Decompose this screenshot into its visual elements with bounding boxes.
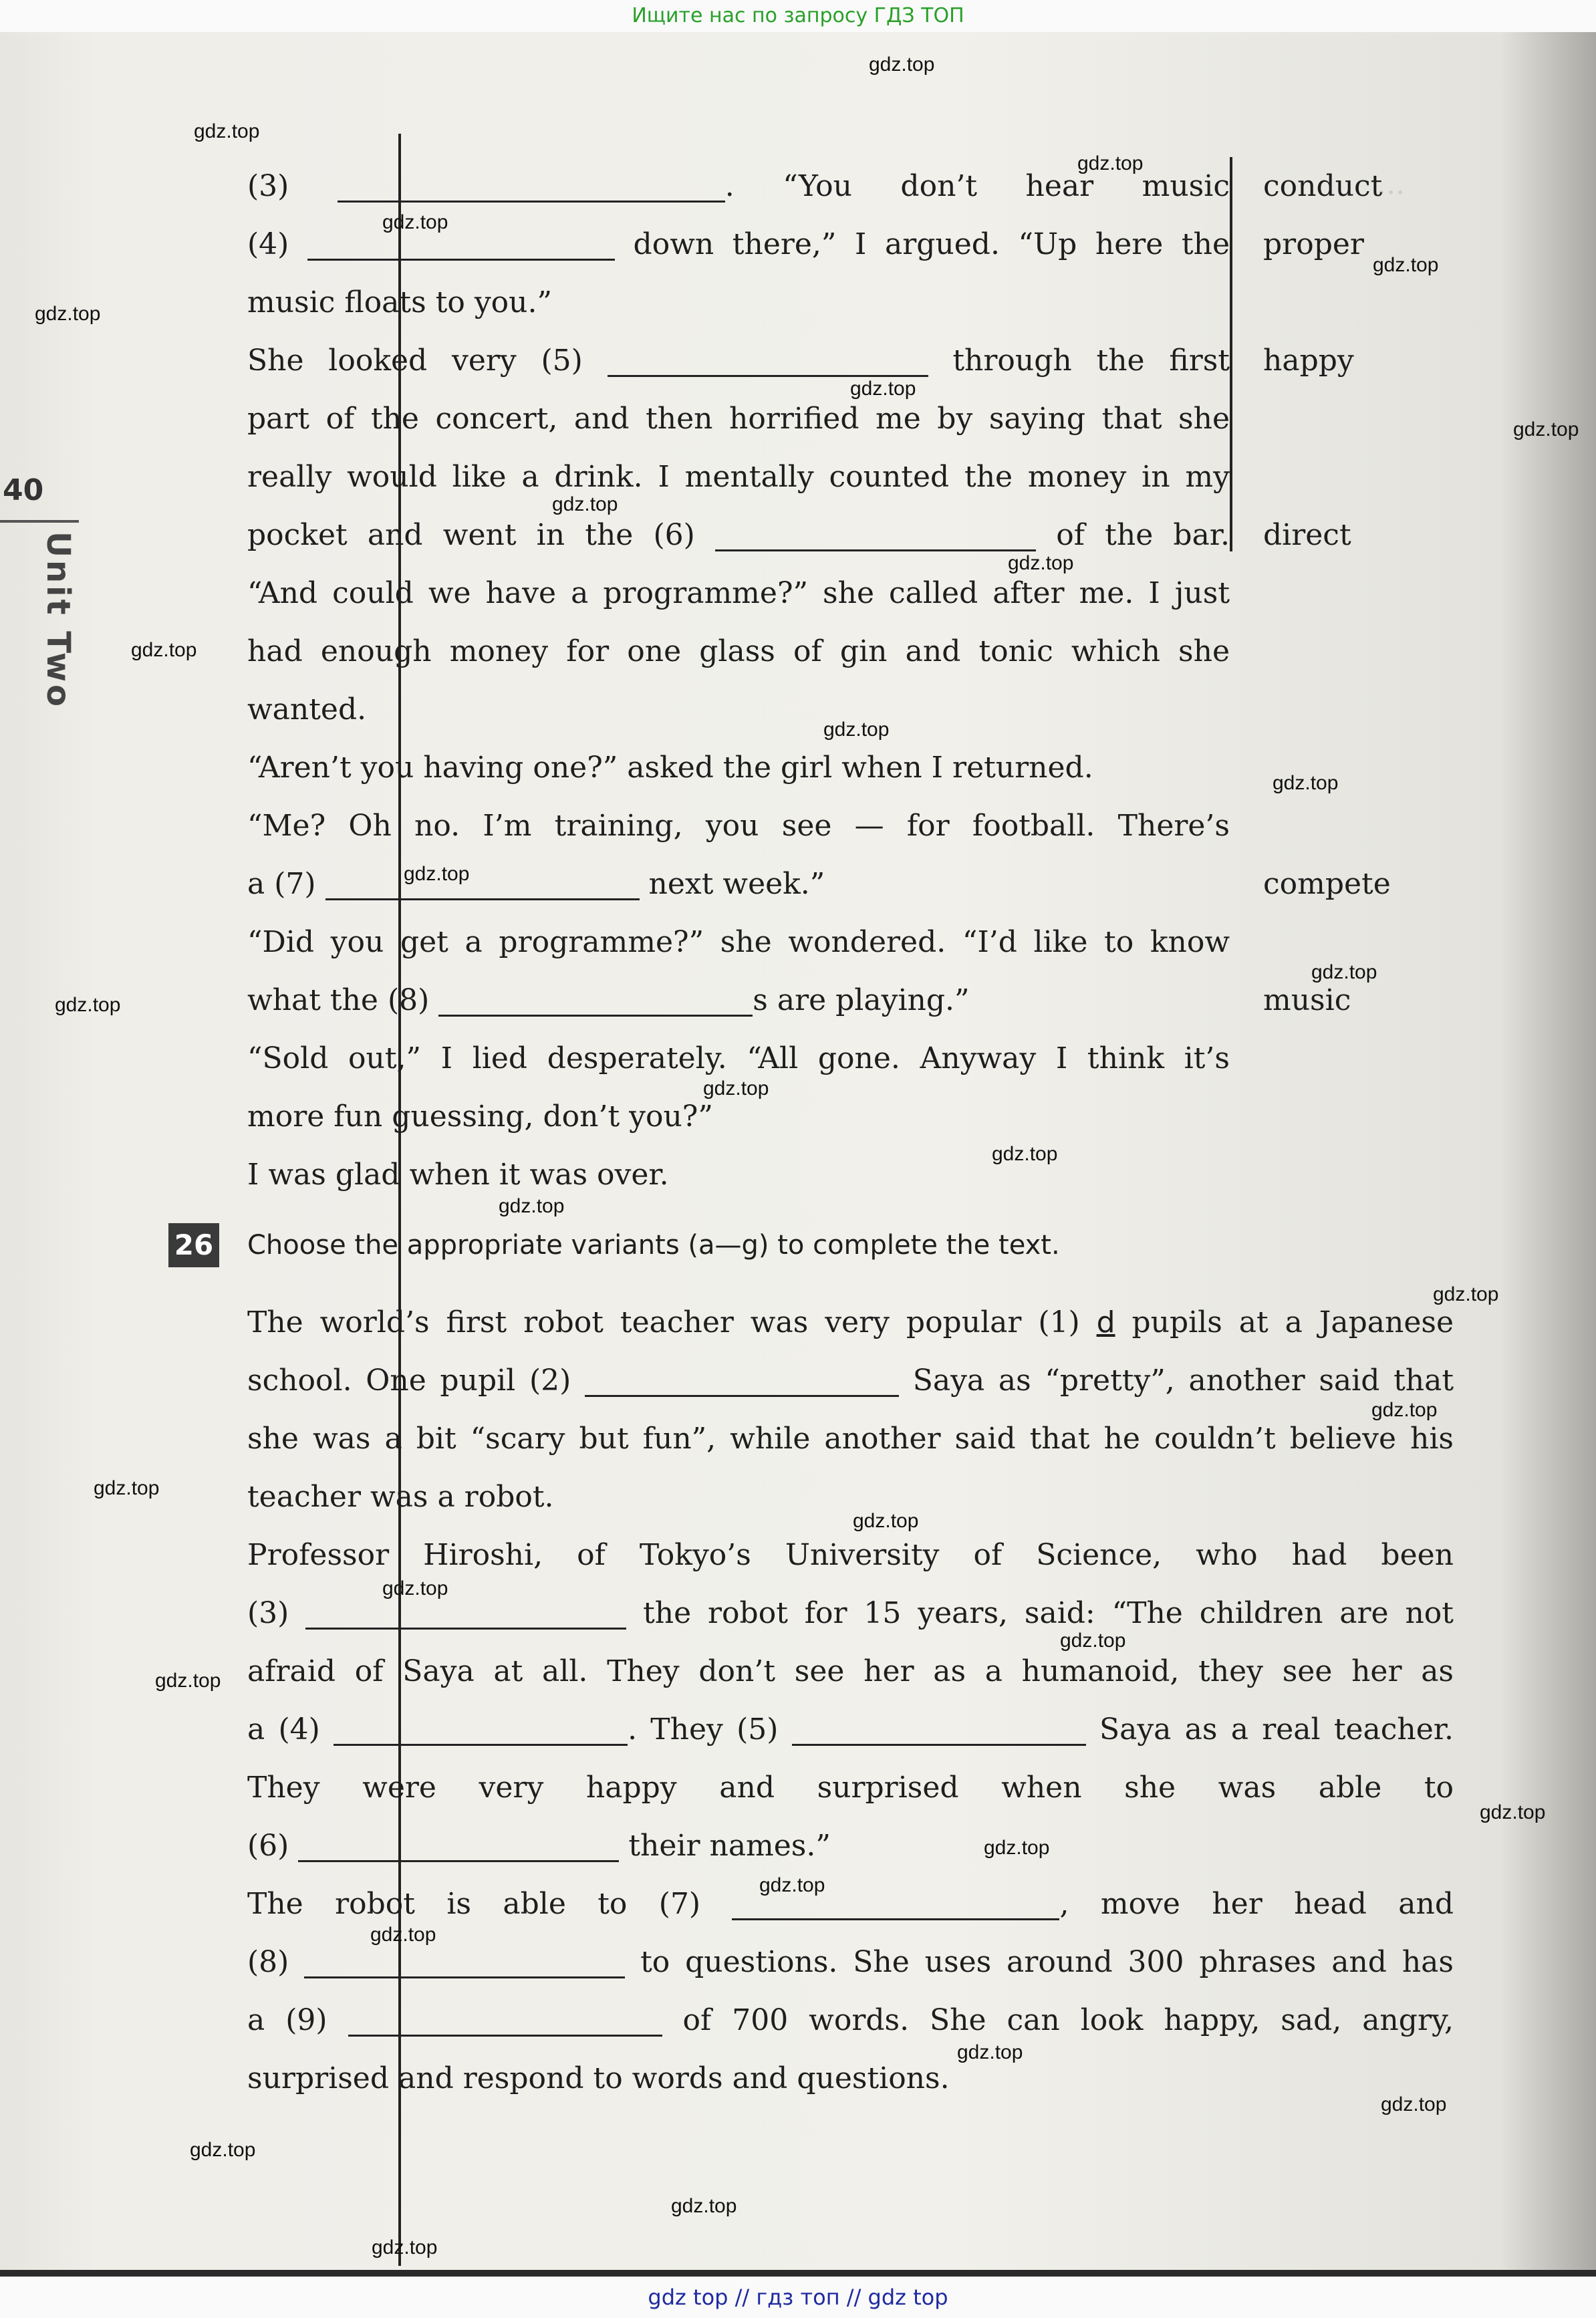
- watermark: gdz.top: [671, 2195, 737, 2217]
- text-line: part of the concert, and then horrified me by saying that she: [247, 402, 1230, 436]
- text-line: (3) the robot for 15 years, said: “The children are not: [247, 1584, 1454, 1642]
- watermark: gdz.top: [984, 1837, 1050, 1859]
- text-line: a (7) next week.”: [247, 855, 1230, 913]
- watermark: gdz.top: [1381, 2093, 1447, 2115]
- text-line: She looked very (5) through the first: [247, 332, 1230, 390]
- text-line: “Did you get a programme?” she wondered. “I’d like to know: [247, 925, 1230, 959]
- watermark: gdz.top: [35, 303, 101, 325]
- watermark: gdz.top: [94, 1477, 160, 1499]
- side-word: direct: [1263, 518, 1351, 552]
- text-line: (8) to questions. She uses around 300 phrases and has: [247, 1933, 1454, 1991]
- watermark: gdz.top: [1373, 254, 1439, 276]
- text-line: a (4) . They (5) Saya as a real teacher.: [247, 1700, 1454, 1759]
- text-line: “Sold out,” I lied desperately. “All gone. Anyway I think it’s: [247, 1041, 1230, 1075]
- watermark: gdz.top: [131, 639, 197, 661]
- exercise-number-badge: 26: [168, 1223, 219, 1267]
- watermark: gdz.top: [1513, 418, 1579, 440]
- text-line: “And could we have a programme?” she called after me. I just: [247, 576, 1230, 610]
- watermark: gdz.top: [372, 2236, 438, 2259]
- text-line: I was glad when it was over.: [247, 1158, 669, 1192]
- text-line: wanted.: [247, 692, 367, 727]
- top-banner[interactable]: Ищите нас по запросу ГДЗ ТОП: [0, 0, 1596, 32]
- bottom-banner[interactable]: gdz top // гдз топ // gdz top: [0, 2277, 1596, 2318]
- side-word: proper: [1263, 227, 1364, 261]
- text-line: (6) their names.”: [247, 1817, 1454, 1875]
- text-line: “Aren’t you having one?” asked the girl when I returned.: [247, 751, 1093, 785]
- watermark: gdz.top: [1008, 552, 1074, 574]
- watermark: gdz.top: [957, 2041, 1023, 2063]
- text-line: Professor Hiroshi, of Tokyo’s University of Science, who had been: [247, 1538, 1454, 1572]
- side-word: music: [1263, 983, 1351, 1017]
- watermark: gdz.top: [404, 863, 470, 885]
- side-word: happy: [1263, 344, 1354, 378]
- unit-label: Unit Two: [39, 531, 78, 710]
- watermark: gdz.top: [1077, 152, 1144, 174]
- bottom-rule: [0, 2270, 1596, 2277]
- watermark: gdz.top: [1480, 1801, 1546, 1823]
- watermark: gdz.top: [850, 378, 916, 400]
- text-line: school. One pupil (2) Saya as “pretty”, another said that: [247, 1351, 1454, 1410]
- watermark: gdz.top: [194, 120, 260, 142]
- watermark: gdz.top: [703, 1077, 769, 1100]
- text-line: “Me? Oh no. I’m training, you see — for football. There’s: [247, 809, 1230, 843]
- text-line: (4) down there,” I argued. “Up here the: [247, 215, 1230, 273]
- text-line: a (9) of 700 words. She can look happy, sad, angry,: [247, 1991, 1454, 2049]
- watermark: gdz.top: [759, 1874, 825, 1896]
- text-line: had enough money for one glass of gin and tonic which she: [247, 634, 1230, 668]
- text-line: teacher was a robot.: [247, 1480, 554, 1514]
- watermark: gdz.top: [382, 1577, 448, 1599]
- watermark: gdz.top: [155, 1670, 221, 1692]
- watermark: gdz.top: [1060, 1630, 1126, 1652]
- page-number: 40: [3, 473, 44, 507]
- text-line: what the (8) s are playing.”: [247, 971, 1230, 1029]
- watermark: gdz.top: [1371, 1399, 1438, 1421]
- text-line: music floats to you.”: [247, 285, 552, 319]
- text-line: more fun guessing, don’t you?”: [247, 1100, 713, 1134]
- watermark: gdz.top: [382, 211, 448, 233]
- side-word: conduct: [1263, 169, 1383, 203]
- text-line: They were very happy and surprised when she was able to: [247, 1771, 1454, 1805]
- text-line: The robot is able to (7) , move her head and: [247, 1875, 1454, 1933]
- answer-filled: d: [1096, 1305, 1115, 1339]
- watermark: gdz.top: [55, 994, 121, 1016]
- side-column-rule: [1230, 157, 1232, 551]
- text-line: really would like a drink. I mentally counted the money in my: [247, 460, 1230, 494]
- text-line: surprised and respond to words and questions.: [247, 2061, 950, 2095]
- watermark: gdz.top: [823, 719, 890, 741]
- side-word: compete: [1263, 867, 1391, 901]
- watermark: gdz.top: [1311, 961, 1377, 983]
- show-through-text: ...: [1377, 167, 1405, 201]
- page-number-rule: [0, 520, 79, 523]
- watermark: gdz.top: [992, 1143, 1058, 1165]
- text-line: pocket and went in the (6) of the bar.: [247, 506, 1230, 564]
- text-line: (3) . “You don’t hear music: [247, 157, 1230, 215]
- watermark: gdz.top: [1273, 772, 1339, 794]
- watermark: gdz.top: [1433, 1283, 1499, 1305]
- text-line: afraid of Saya at all. They don’t see her as a humanoid, they see her as: [247, 1654, 1454, 1688]
- watermark: gdz.top: [552, 493, 618, 515]
- text-line: The world’s first robot teacher was very popular (1) d pupils at a Japanese: [247, 1305, 1454, 1339]
- watermark: gdz.top: [853, 1510, 919, 1532]
- watermark: gdz.top: [190, 2139, 256, 2161]
- watermark: gdz.top: [370, 1924, 436, 1946]
- watermark: gdz.top: [499, 1195, 565, 1217]
- exercise-instruction: Choose the appropriate variants (a—g) to complete the text.: [247, 1230, 1060, 1261]
- text-line: she was a bit “scary but fun”, while another said that he couldn’t believe his: [247, 1422, 1454, 1456]
- watermark: gdz.top: [869, 53, 935, 76]
